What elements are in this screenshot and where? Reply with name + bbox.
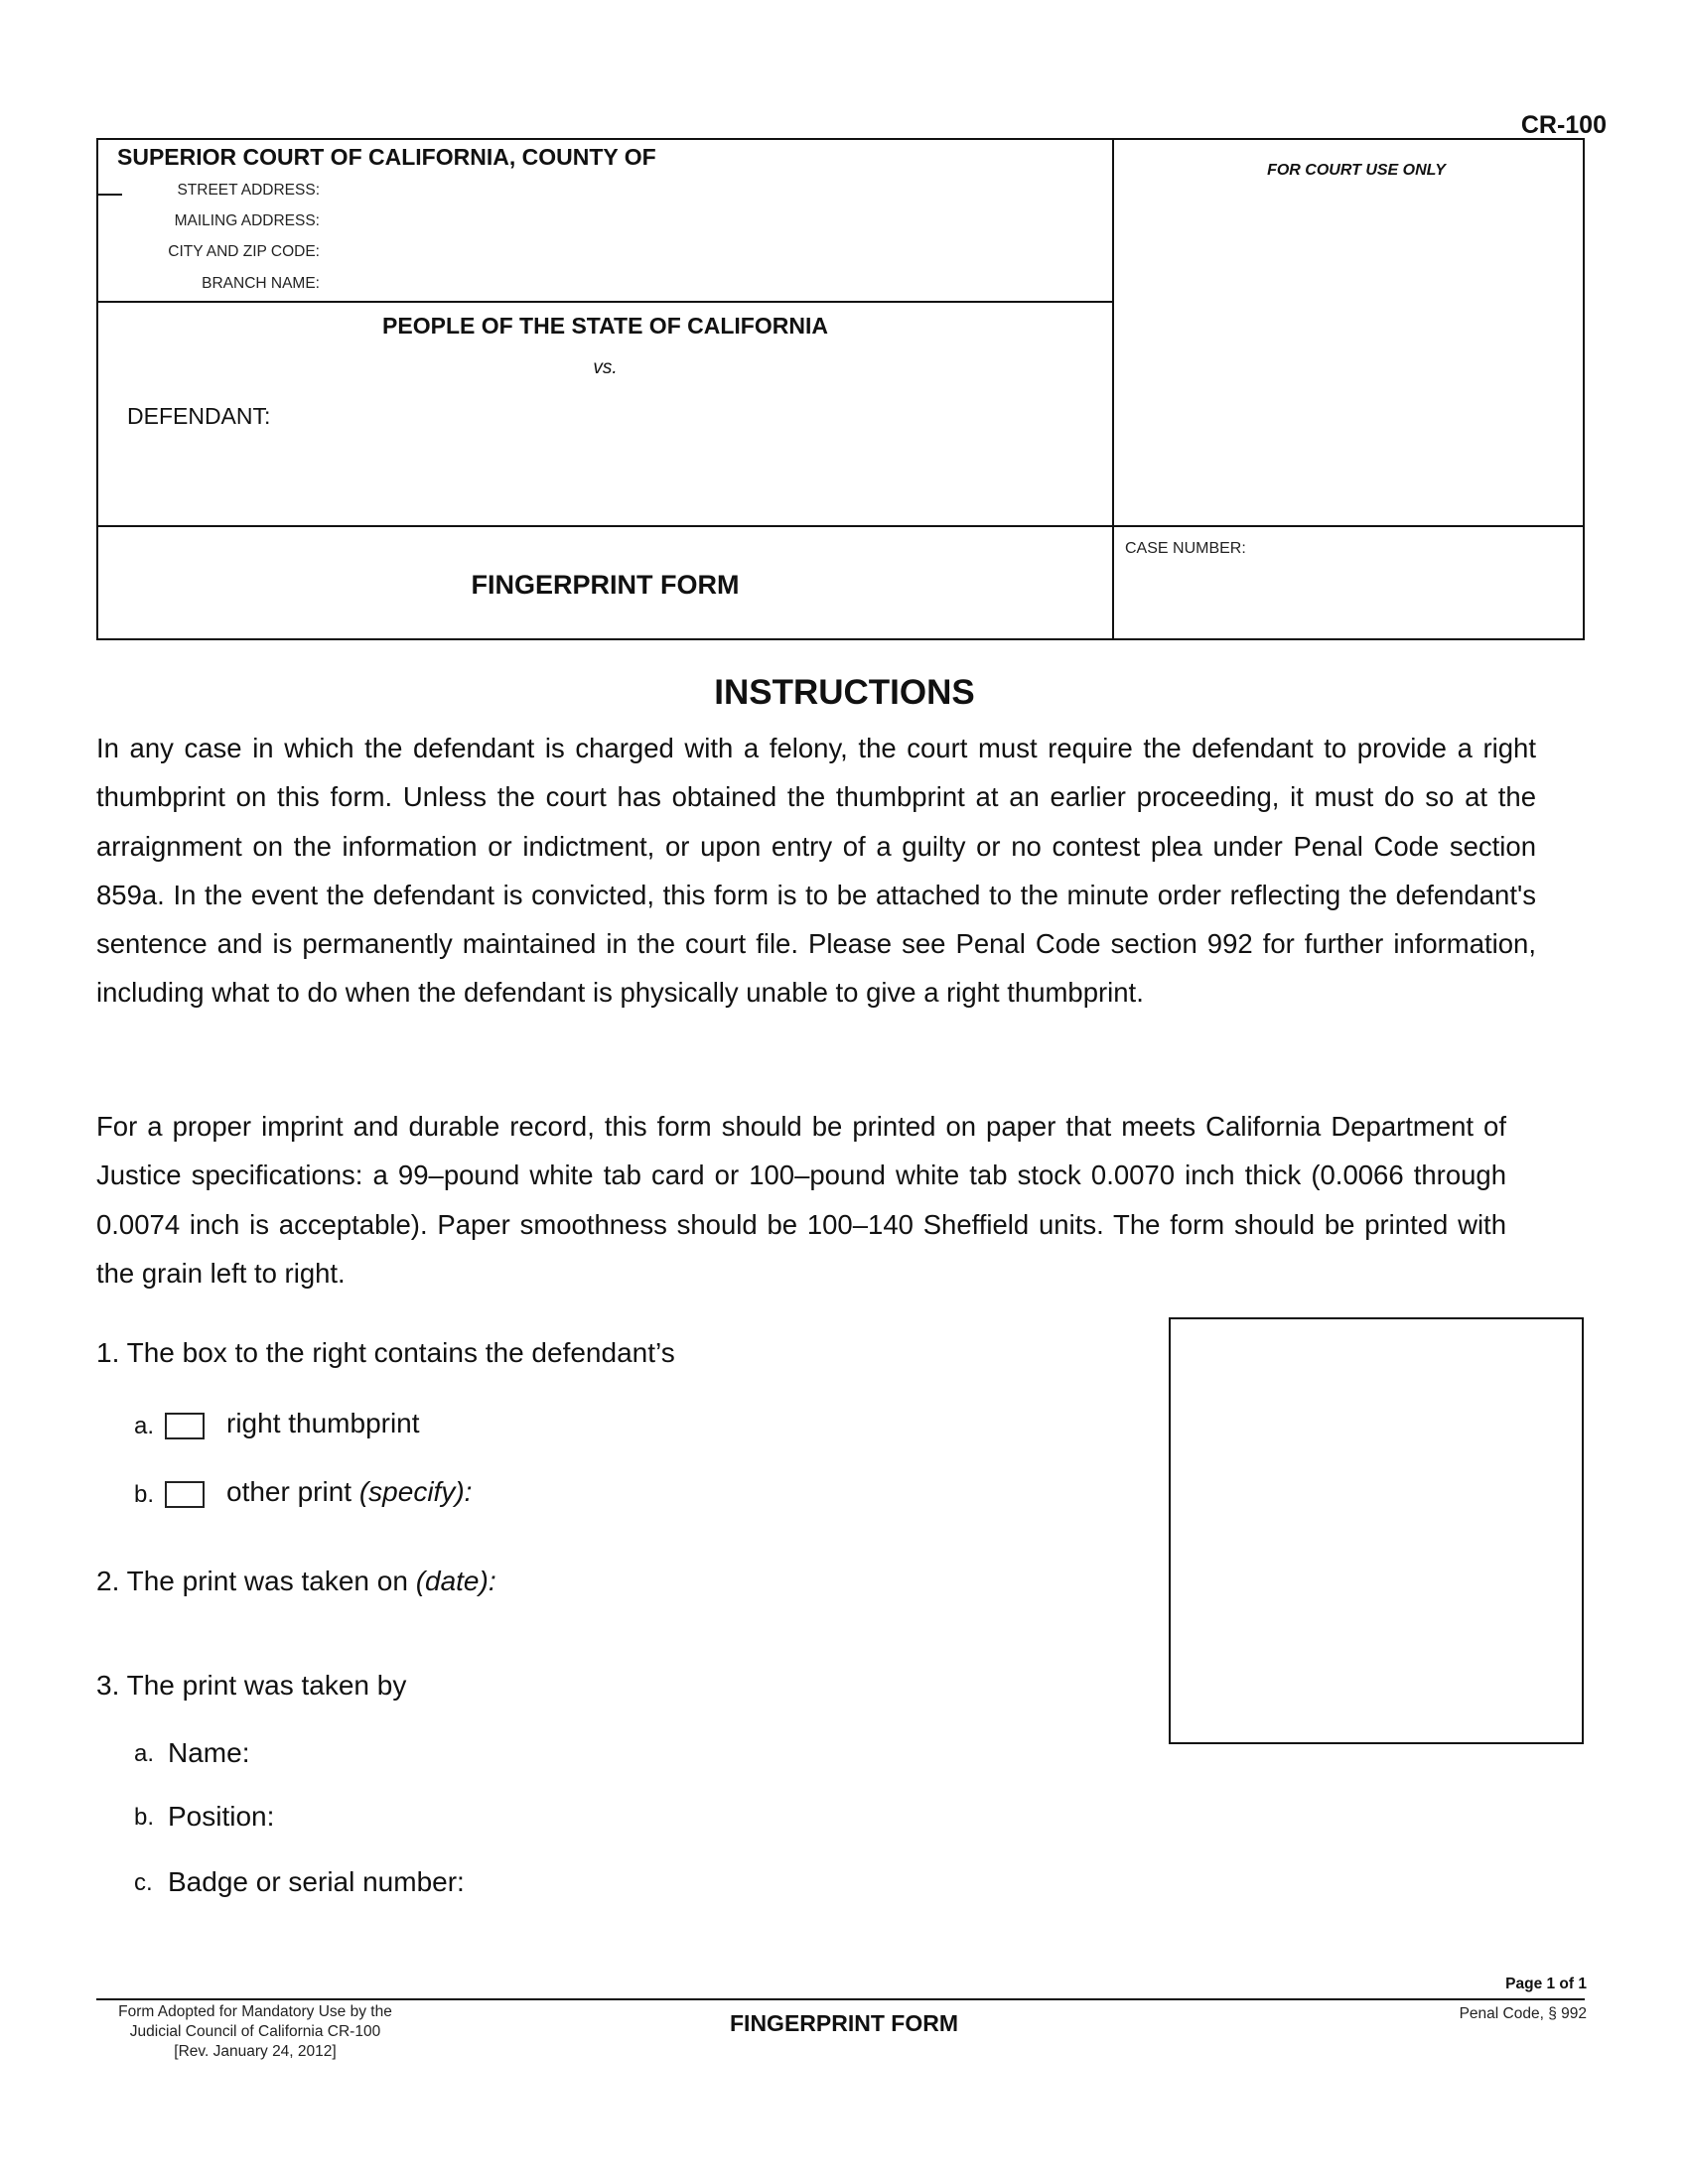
instructions-heading: INSTRUCTIONS [714,673,975,712]
item-2-text: 2. The print was taken on [96,1566,408,1596]
item-2-label [96,1566,496,1597]
footer-title: FINGERPRINT FORM [730,2010,958,2036]
item-1b-label [226,1476,472,1508]
form-number: CR-100 [1520,111,1607,139]
item-3c-letter: c. [134,1869,153,1896]
item-3b-letter: b. [134,1804,155,1831]
item-3-text: 3. The print was taken by [96,1670,407,1701]
versus-label: vs. [593,357,618,378]
other-print-checkbox[interactable] [165,1481,205,1508]
item-2-date: (date): [415,1566,496,1596]
case-number-label: CASE NUMBER: [1125,540,1246,557]
page-number: Page 1 of 1 [1505,1976,1587,1992]
adoption-line-1: Form Adopted for Mandatory Use by the [118,2003,392,2020]
item-1a-letter: a. [134,1413,155,1439]
item-3a-letter: a. [134,1740,155,1767]
caption-vertical-divider [1112,138,1114,640]
item-3a-name-label: Name: [168,1737,250,1768]
thumbprint-box[interactable] [1169,1317,1584,1744]
defendant-label: DEFENDANT: [127,403,271,429]
branch-name-label: BRANCH NAME: [202,275,320,292]
right-thumbprint-checkbox[interactable] [165,1413,205,1439]
city-zip-label: CITY AND ZIP CODE: [168,243,320,260]
footer-rule [96,1998,1585,2000]
item-3c-badge-label: Badge or serial number: [168,1866,465,1897]
court-section-divider [96,301,1114,303]
court-use-only-label: FOR COURT USE ONLY [1267,162,1446,179]
street-address-label: STREET ADDRESS: [177,182,320,199]
instructions-paragraph-2: For a proper imprint and durable record, this form should be printed on paper that meets California Department of Justice specifications: a 99–pound white tab card or 100–pound white tab stock 0.0070 inch thick (0.0066 through 0.0074 inch is acceptable). Paper smoothness should be 100–140 Sheffield units. The form should be printed with the grain left to right. [96,1111,1506,1289]
people-caption: PEOPLE OF THE STATE OF CALIFORNIA [382,313,828,339]
instructions-paragraph-1: In any case in which the defendant is charged with a felony, the court must require the defendant to provide a right thumbprint on this form. Unless the court has obtained the thumbprint at an earlier proceeding, it must do so at the arraignment on the information or indictment, or upon entry of a guilty or no contest plea under Penal Code section 859a. In the event the defendant is convicted, this form is to be attached to the minute order reflecting the defendant's sentence and is permanently maintained in the court file. Please see Penal Code section 992 for further information, including what to do when the defendant is physically unable to give a right thumbprint. [96,733,1536,1009]
adoption-notice [96,2002,414,2062]
item-1b-letter: b. [134,1481,155,1508]
court-title: SUPERIOR COURT OF CALIFORNIA, COUNTY OF [117,144,656,170]
item-1-text: 1. The box to the right contains the defendant’s [96,1337,675,1368]
form-title: FINGERPRINT FORM [471,570,740,600]
mailing-address-label: MAILING ADDRESS: [174,212,320,229]
item-3b-position-label: Position: [168,1801,275,1832]
adoption-line-3: [Rev. January 24, 2012] [174,2043,337,2060]
item-1b-text: other print [226,1476,352,1507]
title-section-divider [96,525,1585,527]
item-1a-label: right thumbprint [226,1408,420,1438]
adoption-line-2: Judicial Council of California CR-100 [129,2023,381,2040]
item-1b-specify: (specify): [358,1476,473,1507]
footer-statute: Penal Code, § 992 [1459,2005,1587,2022]
